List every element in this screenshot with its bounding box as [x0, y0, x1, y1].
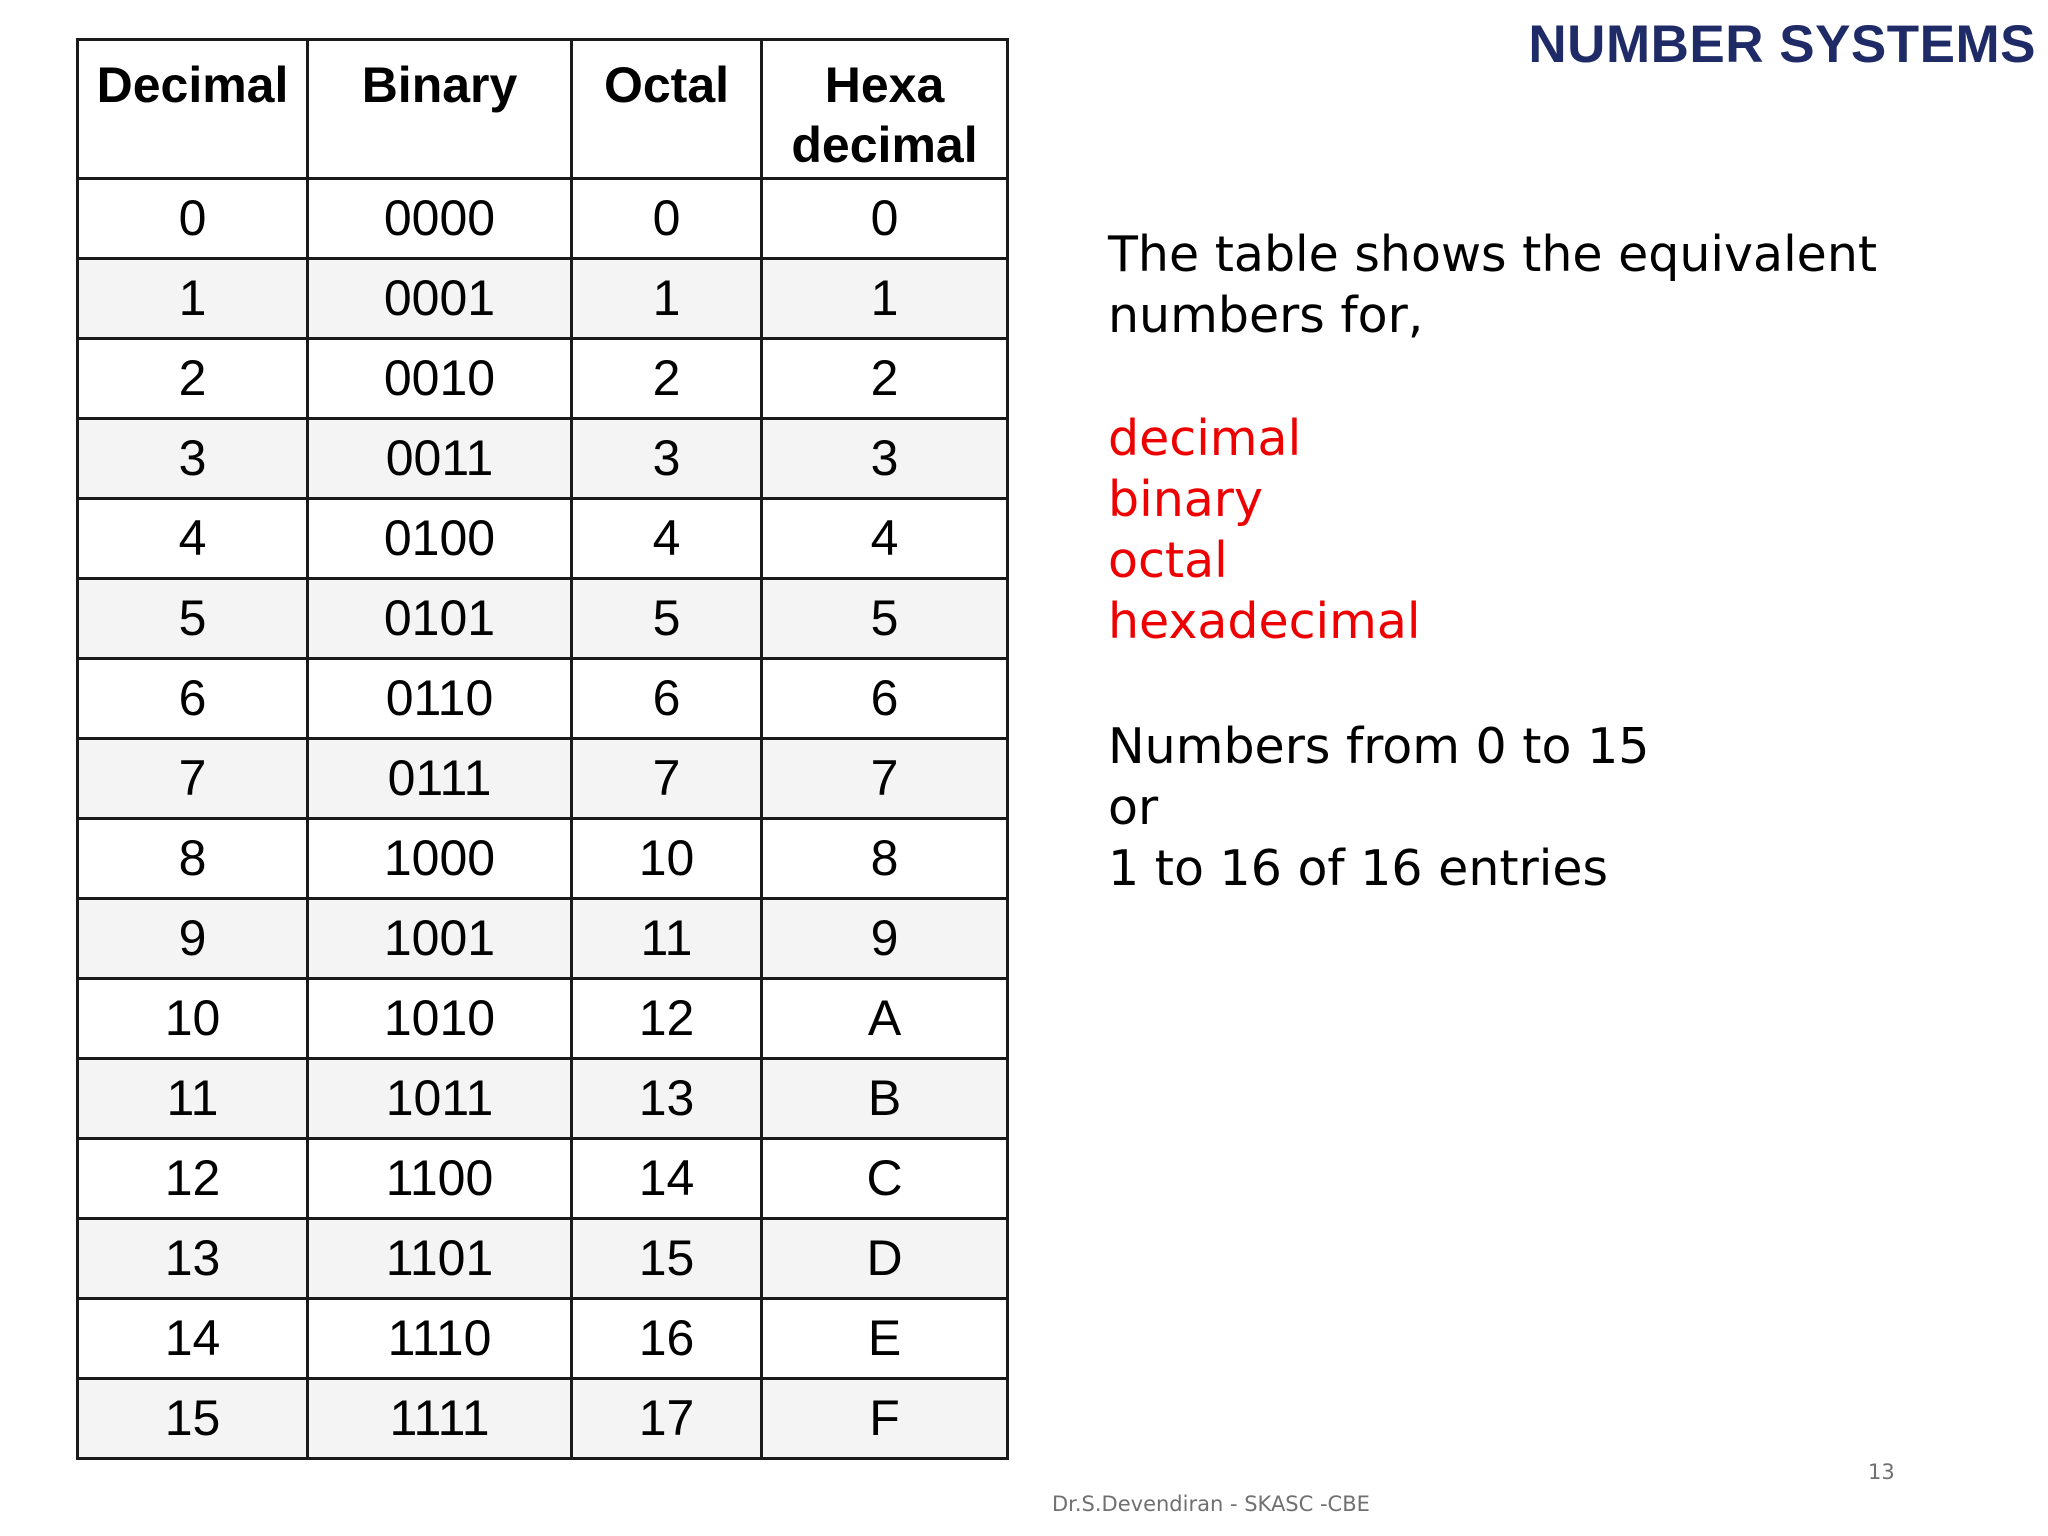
cell-hexadecimal: 3	[762, 419, 1008, 499]
cell-decimal: 12	[78, 1139, 308, 1219]
table-row	[78, 1219, 1008, 1299]
header-octal: Octal	[572, 40, 762, 179]
cell-binary: 1101	[308, 1219, 572, 1299]
system-decimal: decimal	[1108, 410, 1302, 467]
cell-octal: 2	[572, 339, 762, 419]
cell-binary: 1001	[308, 899, 572, 979]
cell-octal: 4	[572, 499, 762, 579]
cell-octal: 12	[572, 979, 762, 1059]
table-row	[78, 819, 1008, 899]
cell-hexadecimal: 7	[762, 739, 1008, 819]
cell-octal: 17	[572, 1379, 762, 1459]
cell-decimal: 7	[78, 739, 308, 819]
cell-decimal: 15	[78, 1379, 308, 1459]
cell-binary: 0111	[308, 739, 572, 819]
cell-octal: 6	[572, 659, 762, 739]
header-decimal: Decimal	[78, 40, 308, 179]
table-row	[78, 739, 1008, 819]
cell-binary: 1011	[308, 1059, 572, 1139]
slide-title: NUMBER SYSTEMS	[1528, 15, 2036, 74]
system-octal: octal	[1108, 532, 1228, 589]
cell-hexadecimal: 0	[762, 179, 1008, 259]
cell-decimal: 14	[78, 1299, 308, 1379]
header-hexadecimal: Hexa decimal	[762, 40, 1008, 179]
cell-hexadecimal: A	[762, 979, 1008, 1059]
cell-octal: 3	[572, 419, 762, 499]
cell-decimal: 3	[78, 419, 308, 499]
cell-binary: 0010	[308, 339, 572, 419]
cell-hexadecimal: C	[762, 1139, 1008, 1219]
cell-binary: 1111	[308, 1379, 572, 1459]
cell-decimal: 9	[78, 899, 308, 979]
cell-octal: 14	[572, 1139, 762, 1219]
page-number: 13	[1868, 1460, 1895, 1484]
cell-decimal: 1	[78, 259, 308, 339]
cell-decimal: 0	[78, 179, 308, 259]
cell-decimal: 10	[78, 979, 308, 1059]
cell-binary: 0000	[308, 179, 572, 259]
table-row	[78, 899, 1008, 979]
cell-hexadecimal: 2	[762, 339, 1008, 419]
cell-octal: 5	[572, 579, 762, 659]
table-row	[78, 979, 1008, 1059]
cell-binary: 0100	[308, 499, 572, 579]
cell-octal: 13	[572, 1059, 762, 1139]
table-row	[78, 1059, 1008, 1139]
table-row	[78, 1379, 1008, 1459]
cell-hexadecimal: 4	[762, 499, 1008, 579]
cell-octal: 1	[572, 259, 762, 339]
table-row	[78, 659, 1008, 739]
cell-binary: 1100	[308, 1139, 572, 1219]
cell-decimal: 5	[78, 579, 308, 659]
cell-binary: 0110	[308, 659, 572, 739]
table-row	[78, 579, 1008, 659]
system-hexadecimal: hexadecimal	[1108, 593, 1421, 650]
cell-decimal: 13	[78, 1219, 308, 1299]
table-row	[78, 419, 1008, 499]
cell-hexadecimal: B	[762, 1059, 1008, 1139]
table-body	[78, 179, 1008, 1459]
cell-binary: 0001	[308, 259, 572, 339]
cell-octal: 7	[572, 739, 762, 819]
cell-binary: 0101	[308, 579, 572, 659]
cell-hexadecimal: D	[762, 1219, 1008, 1299]
intro-text: The table shows the equivalent numbers for,	[1108, 226, 1878, 344]
cell-hexadecimal: E	[762, 1299, 1008, 1379]
cell-octal: 10	[572, 819, 762, 899]
table-row	[78, 1299, 1008, 1379]
cell-hexadecimal: 6	[762, 659, 1008, 739]
cell-binary: 0011	[308, 419, 572, 499]
cell-hexadecimal: F	[762, 1379, 1008, 1459]
cell-octal: 11	[572, 899, 762, 979]
table-row	[78, 499, 1008, 579]
footer-author: Dr.S.Devendiran - SKASC -CBE	[1052, 1492, 1370, 1516]
table-row	[78, 339, 1008, 419]
cell-binary: 1000	[308, 819, 572, 899]
cell-binary: 1110	[308, 1299, 572, 1379]
number-system-list	[1108, 408, 1421, 652]
cell-decimal: 11	[78, 1059, 308, 1139]
cell-octal: 15	[572, 1219, 762, 1299]
cell-hexadecimal: 9	[762, 899, 1008, 979]
cell-octal: 0	[572, 179, 762, 259]
range-text: Numbers from 0 to 15 or 1 to 16 of 16 entries	[1108, 718, 1650, 897]
number-systems-table	[76, 38, 1009, 1460]
cell-decimal: 4	[78, 499, 308, 579]
cell-hexadecimal: 5	[762, 579, 1008, 659]
header-binary: Binary	[308, 40, 572, 179]
cell-octal: 16	[572, 1299, 762, 1379]
header-row	[78, 40, 1008, 179]
cell-decimal: 6	[78, 659, 308, 739]
table-row	[78, 1139, 1008, 1219]
table-row	[78, 259, 1008, 339]
cell-binary: 1010	[308, 979, 572, 1059]
cell-decimal: 8	[78, 819, 308, 899]
cell-decimal: 2	[78, 339, 308, 419]
system-binary: binary	[1108, 471, 1263, 528]
table-row	[78, 179, 1008, 259]
cell-hexadecimal: 1	[762, 259, 1008, 339]
cell-hexadecimal: 8	[762, 819, 1008, 899]
